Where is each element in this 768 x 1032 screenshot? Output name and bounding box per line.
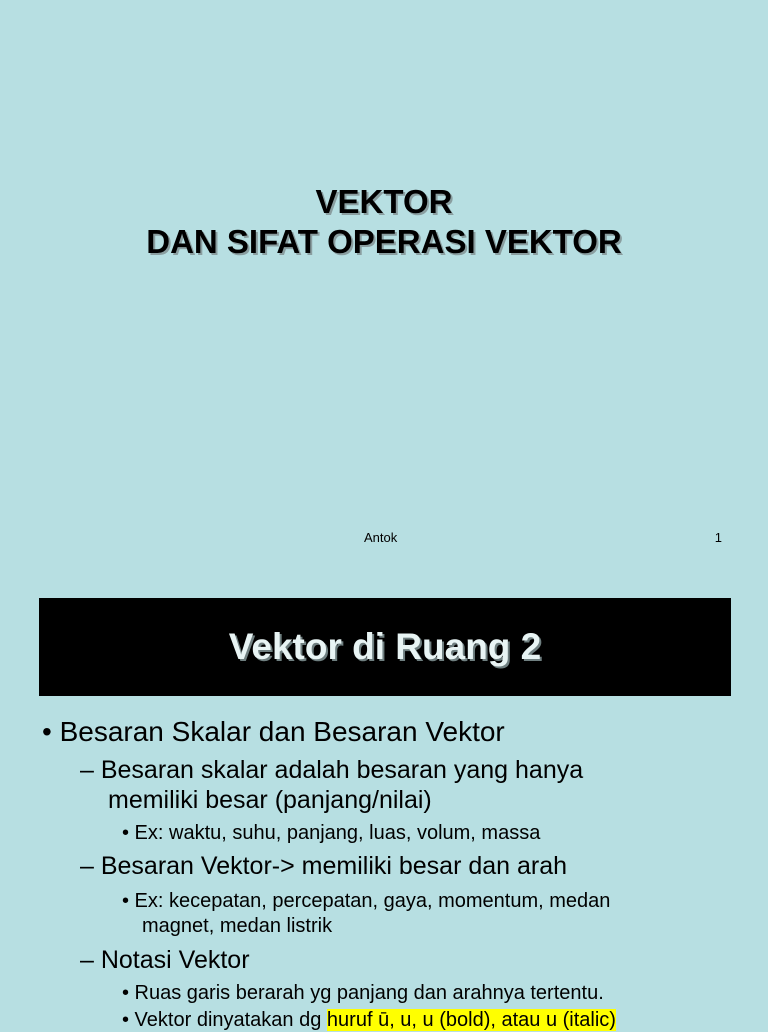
highlighted-text: huruf ū, u, u (bold), atau u (italic) [326, 1009, 616, 1031]
bullet-level-2: – Notasi Vektor [80, 946, 250, 974]
bullet-level-3: • Ruas garis berarah yg panjang dan arahnya tertentu. [122, 982, 604, 1004]
bullet-level-3-continuation: magnet, medan listrik [142, 915, 333, 937]
title-bar [39, 598, 731, 696]
slide-1-title [0, 182, 768, 262]
bullet-level-3 [122, 1009, 616, 1032]
footer-author: Antok [364, 530, 398, 545]
bullet-level-2-continuation: memiliki besar (panjang/nilai) [108, 786, 432, 814]
bullet-level-3: • Ex: waktu, suhu, panjang, luas, volum, massa [122, 822, 541, 844]
slide-2 [0, 576, 768, 1031]
footer-page-number: 1 [714, 530, 722, 545]
slide-2-title: Vektor di Ruang 2 [228, 626, 542, 667]
title-line-1: VEKTOR [315, 183, 453, 220]
bullet-text: • Vektor dinyatakan dg [122, 1009, 327, 1031]
bullet-level-2: – Besaran Vektor-> memiliki besar dan arah [80, 852, 568, 880]
bullet-level-3: • Ex: kecepatan, percepatan, gaya, momentum, medan [122, 890, 611, 912]
title-line-2: DAN SIFAT OPERASI VEKTOR [146, 223, 622, 260]
bullet-level-2: – Besaran skalar adalah besaran yang hanya [80, 756, 584, 784]
bullet-level-1: • Besaran Skalar dan Besaran Vektor [42, 716, 505, 747]
